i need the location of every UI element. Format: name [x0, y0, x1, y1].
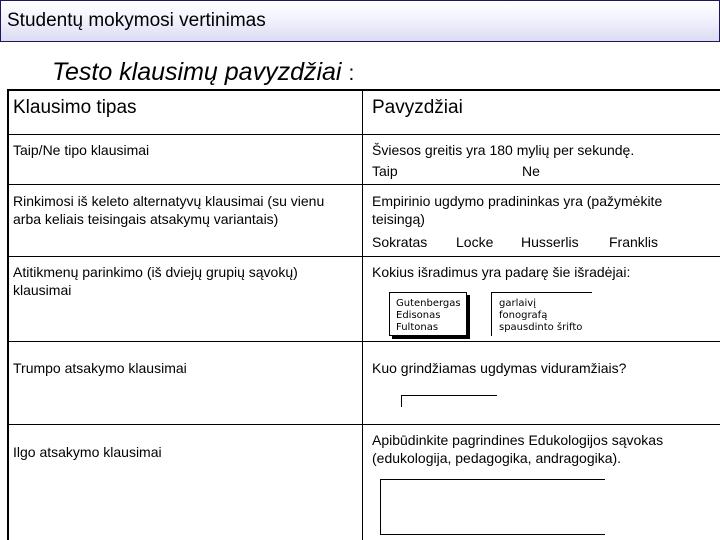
row-example-matching: Kokius išradimus yra padarę šie išradėjai:: [372, 264, 631, 280]
option-yes: Taip: [372, 163, 398, 179]
inventor-item: Fultonas: [396, 322, 439, 333]
table-row-divider: [7, 341, 720, 342]
table-column-divider: [362, 89, 363, 540]
row-type-multiple-choice: Rinkimosi iš keleto alternatyvų klausimai (su vienu arba keliais teisingais atsakymų variantais): [13, 193, 325, 227]
inventions-box: [491, 292, 592, 336]
row-example-long-answer: Apibūdinkite pagrindines Edukologijos sąvokas (edukologija, pedagogika, andragogika).: [372, 432, 664, 466]
invention-item: garlaivį: [499, 298, 536, 309]
table-header-question-type: Klausimo tipas: [13, 97, 137, 118]
row-example-true-false: Šviesos greitis yra 180 mylių per sekundę.: [372, 142, 635, 158]
slide-title: Studentų mokymosi vertinimas: [7, 10, 266, 31]
inventor-item: Gutenbergas: [396, 298, 461, 309]
long-answer-box: [380, 479, 605, 535]
table-row-divider: [7, 134, 720, 135]
option-husserlis: Husserlis: [521, 234, 579, 250]
option-locke: Locke: [456, 234, 494, 250]
row-type-matching: Atitikmenų parinkimo (iš dviejų grupių sąvokų) klausimai: [13, 264, 298, 298]
table-left-border: [7, 89, 9, 540]
row-type-long-answer: Ilgo atsakymo klausimai: [13, 444, 162, 460]
row-example-multiple-choice: Empirinio ugdymo pradininkas yra (pažymėkite teisingą): [372, 193, 663, 227]
row-example-short-answer: Kuo grindžiamas ugdymas viduramžiais?: [372, 360, 627, 376]
inventors-box: [389, 292, 467, 336]
invention-item: fonografą: [499, 310, 548, 321]
short-answer-box: [401, 395, 497, 407]
subtitle-colon: :: [348, 62, 355, 85]
option-franklis: Franklis: [609, 234, 659, 250]
option-no: Ne: [522, 163, 540, 179]
invention-item: spausdinto šrifto: [499, 322, 583, 333]
table-header-examples: Pavyzdžiai: [372, 97, 463, 118]
inventor-item: Edisonas: [396, 310, 441, 321]
row-type-short-answer: Trumpo atsakymo klausimai: [13, 360, 187, 376]
slide-subtitle: [52, 58, 354, 87]
option-sokratas: Sokratas: [372, 234, 428, 250]
slide-header-bar: [0, 0, 720, 42]
row-type-true-false: Taip/Ne tipo klausimai: [13, 142, 150, 158]
table-row-divider: [7, 424, 720, 425]
table-top-border: [7, 89, 720, 91]
table-row-divider: [7, 184, 720, 185]
table-row-divider: [7, 256, 720, 257]
question-types-table: [7, 89, 720, 540]
subtitle-text: Testo klausimų pavyzdžiai: [52, 58, 342, 86]
